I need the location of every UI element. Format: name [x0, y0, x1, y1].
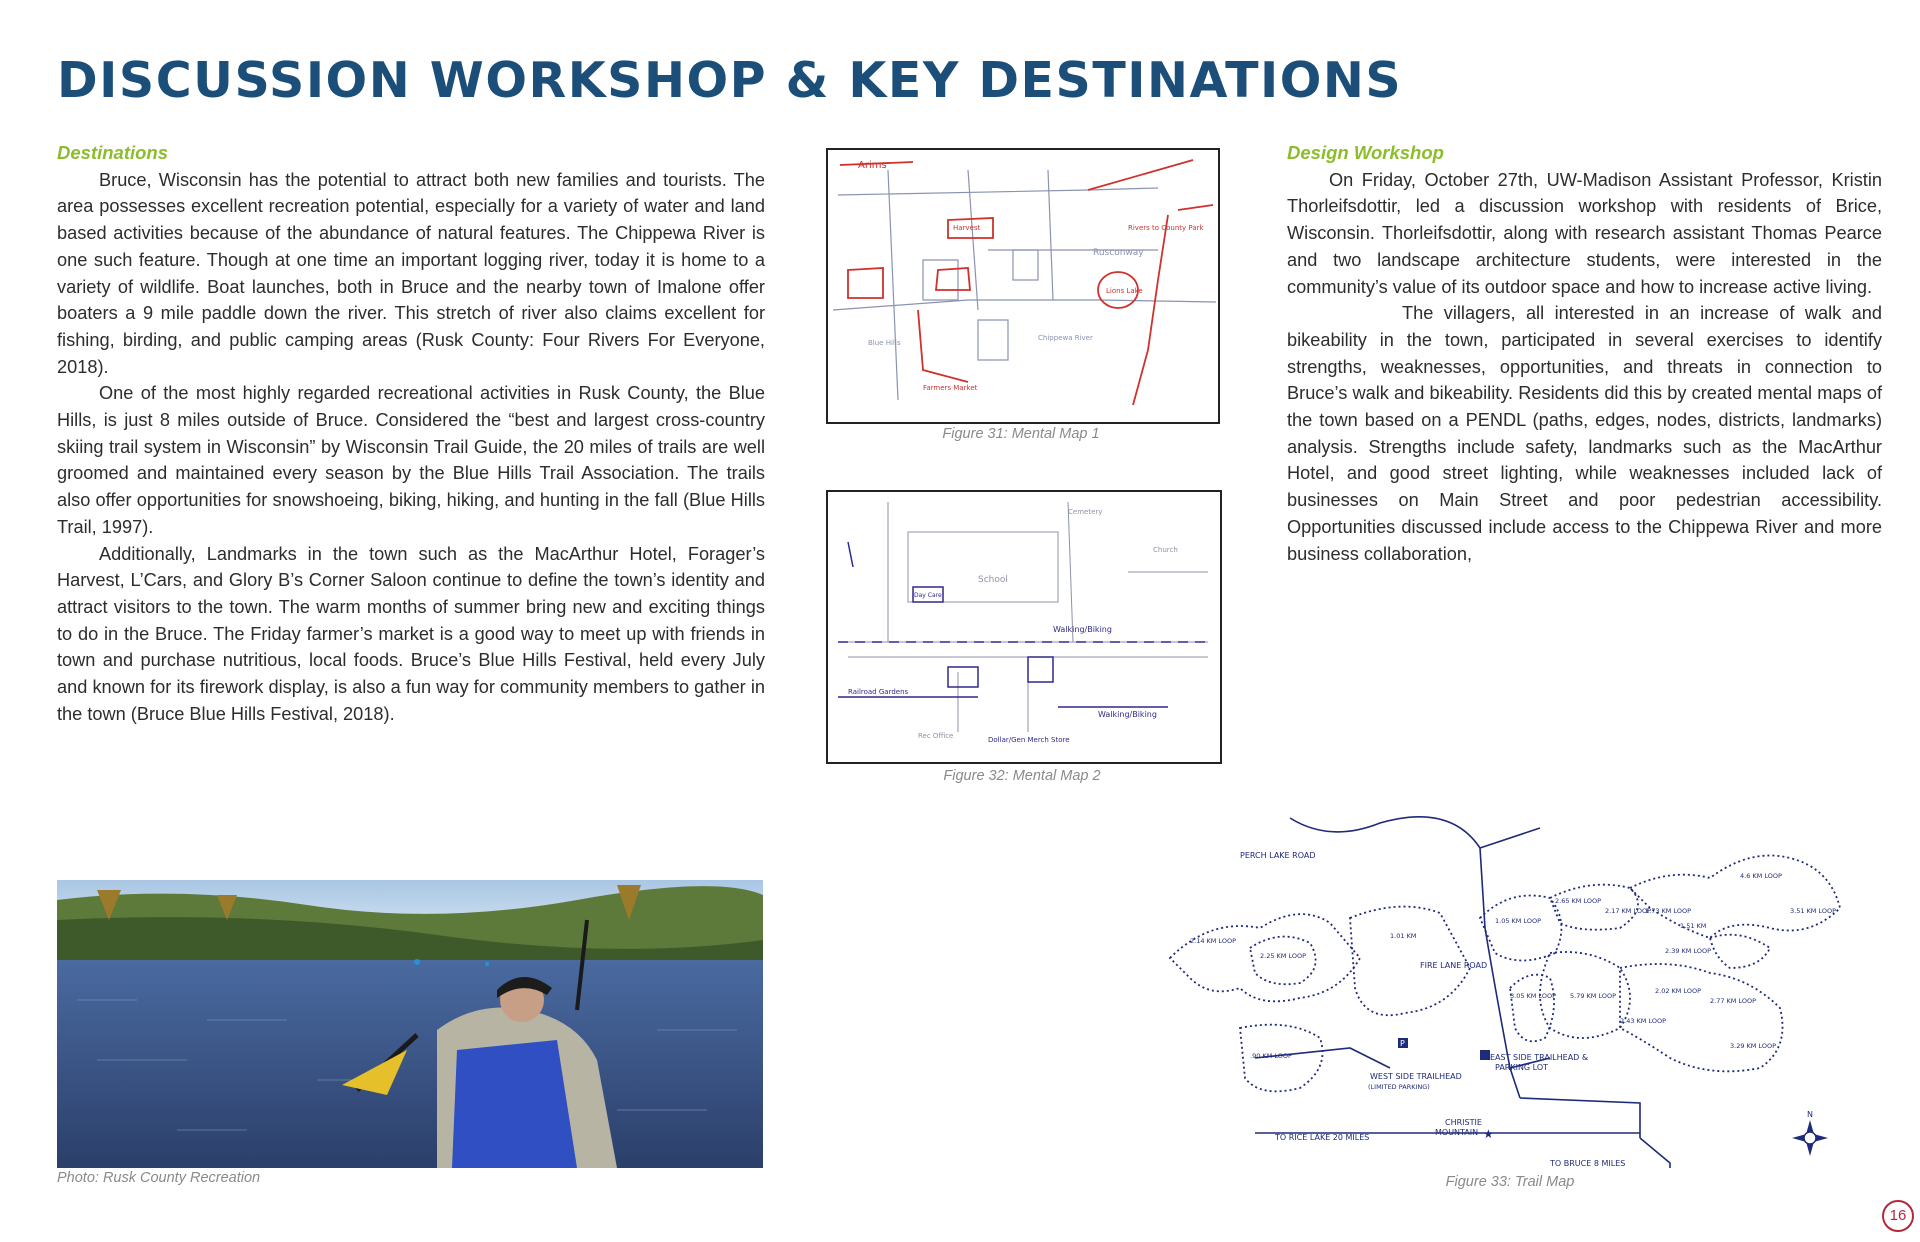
mm1-label: Arims	[858, 160, 887, 171]
loop-label: 3.51 KM LOOP	[1790, 907, 1837, 915]
loop-label: 3.05 KM LOOP	[1510, 992, 1557, 1000]
mm1-label: Rusconway	[1093, 248, 1144, 258]
mm2-label: Day Care	[914, 592, 942, 599]
loop-label: 1.01 KM	[1390, 932, 1417, 940]
loop-label: 2.02 KM LOOP	[1655, 987, 1702, 995]
mm2-label: Cemetery	[1068, 508, 1103, 516]
loop-label: .90 KM LOOP	[1250, 1052, 1292, 1060]
mm1-label: Farmers Market	[923, 384, 978, 392]
loop-label: 2.77 KM LOOP	[1710, 997, 1757, 1005]
loop-label: 2.65 KM LOOP	[1555, 897, 1602, 905]
loop-label: 1.73 KM LOOP	[1645, 907, 1692, 915]
place-label: PARKING LOT	[1495, 1063, 1549, 1072]
mental-map-2-sketch	[828, 492, 1220, 762]
mm1-label: Lions Lake	[1106, 287, 1143, 295]
mm1-label: Harvest	[953, 224, 981, 232]
loop-label: 2.14 KM LOOP	[1190, 937, 1237, 945]
place-label: (LIMITED PARKING)	[1368, 1083, 1430, 1091]
destinations-heading: Destinations	[57, 142, 169, 163]
mental-map-1	[826, 148, 1220, 424]
loop-label: 5.79 KM LOOP	[1570, 992, 1617, 1000]
road-label: TO BRUCE 8 MILES	[1550, 1159, 1626, 1168]
mental-map-1-sketch	[828, 150, 1218, 422]
mm1-label: Chippewa River	[1038, 334, 1093, 342]
workshop-paragraph: On Friday, October 27th, UW-Madison Assistant Professor, Kristin Thorleifsdottir, led a discussion workshop with residents of Brice, Wisconsin. Thorleifsdottir, along with research assistant Thomas Pearce and two landscape architecture students, were interested in the community’s value of its outdoor space and how to increase active living.	[1287, 169, 1882, 297]
destinations-paragraph: Additionally, Landmarks in the town such as the MacArthur Hotel, Forager’s Harvest, L’Cars, and Glory B’s Corner Saloon continue to define the town’s identity and attract visitors to the town. The warm months of summer bring new and exciting things to do in the Bruce. The Friday farmer’s market is a good way to meet up with friends in town and purchase nutritious, local foods. Bruce’s Blue Hills Festival, held every July and known for its firework display, is also a fun way for community members to gather in the town (Bruce Blue Hills Festival, 2018).	[57, 543, 765, 724]
mental-map-2	[826, 490, 1222, 764]
road-label: FIRE LANE ROAD	[1420, 961, 1488, 970]
page-number: 16	[1882, 1200, 1914, 1232]
mm2-label: Church	[1153, 546, 1178, 554]
mm2-label: Rec Office	[918, 732, 954, 740]
kayak-photo	[57, 880, 763, 1168]
place-label: CHRISTIE	[1445, 1118, 1482, 1127]
mm2-label: Walking/Biking	[1098, 710, 1157, 719]
figure-33-caption: Figure 33: Trail Map	[1445, 1174, 1575, 1190]
mm1-label: Rivers to County Park	[1128, 224, 1204, 232]
figure-31-caption: Figure 31: Mental Map 1	[942, 426, 1100, 442]
place-label: MOUNTAIN	[1435, 1128, 1479, 1137]
loop-label: 1.51 KM	[1680, 922, 1707, 930]
loop-label: 4.6 KM LOOP	[1740, 872, 1782, 880]
design-workshop-heading: Design Workshop	[1287, 142, 1444, 163]
mm2-label: Walking/Biking	[1053, 625, 1112, 634]
destinations-paragraph: One of the most highly regarded recreational activities in Rusk County, the Blue Hills, is just 8 miles outside of Bruce. Considered the “best and largest cross-country skiing trail system in Wisconsin” by Wisconsin Trail Guide, the 20 miles of trails are well groomed and maintained every season by the Blue Hills Trail Association. The trails also offer opportunities for snowshoeing, biking, hiking, and hunting in the fall (Blue Hills Trail, 1997).	[57, 383, 765, 537]
photo-caption: Photo: Rusk County Recreation	[57, 1170, 261, 1186]
mm2-label: Railroad Gardens	[848, 688, 909, 696]
trail-map-illustration	[1150, 808, 1860, 1178]
road-label: PERCH LAKE ROAD	[1240, 851, 1316, 860]
mm2-label: Dollar/Gen Merch Store	[988, 736, 1070, 744]
kayak-photo-illustration	[57, 880, 763, 1168]
star-icon: ★	[1483, 1127, 1494, 1141]
design-workshop-section	[1287, 140, 1882, 567]
loop-label: 1.05 KM LOOP	[1495, 917, 1542, 925]
compass-icon	[1792, 1110, 1828, 1156]
destinations-paragraph: Bruce, Wisconsin has the potential to attract both new families and tourists. The area possesses excellent recreation potential, especially for a variety of water and land based activities because of the abundance of natural features. The Chippewa River is one such feature. Though at one time an important logging river, today it is home to a variety of wildlife. Boat launches, both in Bruce and the nearby town of Imalone offer boaters a 9 mile paddle down the river. This stretch of river also claims excellent for fishing, birding, and public camping areas (Rusk County: Four Rivers For Everyone, 2018).	[57, 169, 765, 377]
workshop-paragraph: The villagers, all interested in an increase of walk and bikeability in the town, participated in several exercises to identify strengths, weaknesses, opportunities, and threats in connection to Bruce’s walk and bikeability. Residents did this by created mental maps of the town based on a PENDL (paths, edges, nodes, districts, landmarks) analysis. Strengths include safety, landmarks such as the MacArthur Hotel, and good street lighting, while weaknesses included lack of businesses on Main Street and poor pedestrian accessibility. Opportunities discussed include access to the Chippewa River and more business collaboration,	[1287, 303, 1882, 564]
mm2-label: School	[978, 575, 1008, 585]
page-title: DISCUSSION WORKSHOP & KEY DESTINATIONS	[57, 52, 1403, 109]
trail-map	[1150, 808, 1860, 1178]
loop-label: 3.29 KM LOOP	[1730, 1042, 1777, 1050]
place-label: EAST SIDE TRAILHEAD &	[1490, 1053, 1589, 1062]
loop-label: 2.39 KM LOOP	[1665, 947, 1712, 955]
mm1-label: Blue Hills	[868, 339, 901, 347]
road-label: TO RICE LAKE 20 MILES	[1275, 1133, 1370, 1142]
loop-label: 2.43 KM LOOP	[1620, 1017, 1667, 1025]
parking-icon	[1398, 1038, 1490, 1060]
loop-label: 2.25 KM LOOP	[1260, 952, 1307, 960]
parking-label: P	[1400, 1039, 1405, 1048]
loop-label: 2.17 KM LOOP	[1605, 907, 1652, 915]
figure-32-caption: Figure 32: Mental Map 2	[943, 768, 1101, 784]
place-label: WEST SIDE TRAILHEAD	[1370, 1072, 1462, 1081]
compass-label: N	[1807, 1110, 1813, 1119]
destinations-section	[57, 140, 765, 727]
